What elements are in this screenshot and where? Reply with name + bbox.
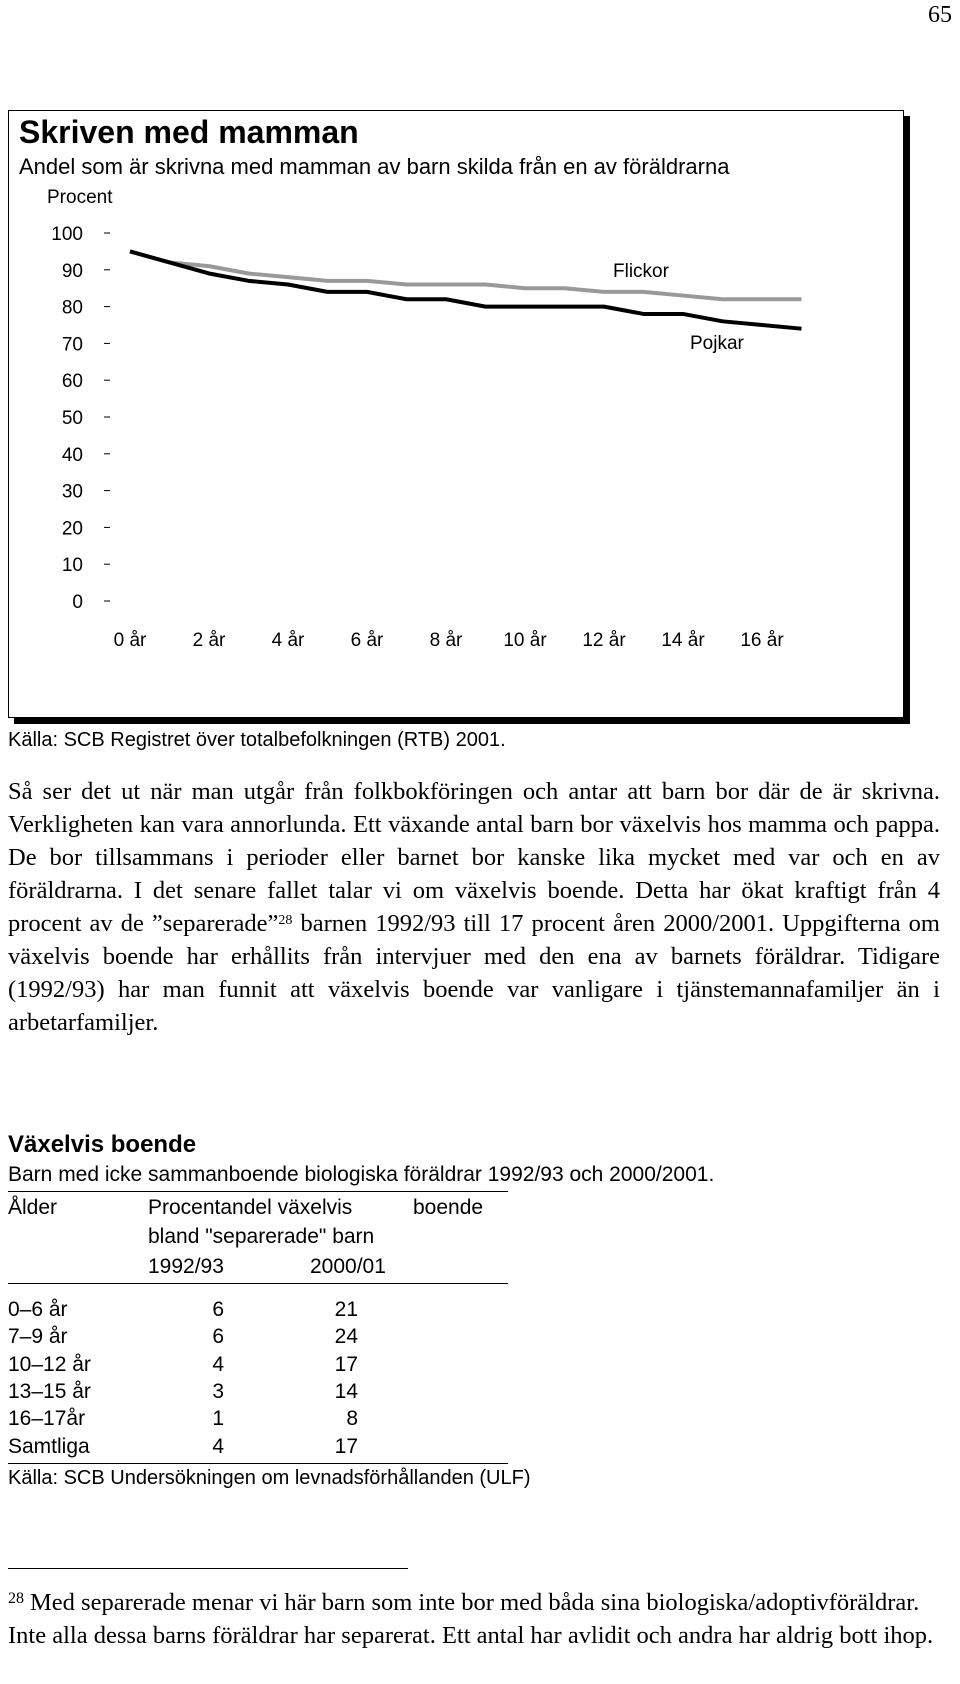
table-cell-2000: 14 — [334, 1379, 358, 1403]
table-cell-1992: 3 — [212, 1379, 224, 1403]
footnote-reference: 28 — [278, 913, 293, 928]
x-tick-label: 10 år — [503, 630, 547, 651]
chart-title: Skriven med mamman — [19, 114, 359, 150]
footnote — [8, 1586, 948, 1652]
y-tick-label: 10 — [61, 555, 83, 577]
y-tick-label: 100 — [51, 224, 83, 245]
y-tick-label: 20 — [61, 518, 83, 540]
x-tick-label: 4 år — [271, 630, 305, 651]
x-axis-ticks — [114, 630, 785, 651]
chart-subtitle: Andel som är skrivna med mamman av barn skilda från en av föräldrarna — [19, 154, 730, 179]
y-tick-label: 0 — [72, 592, 83, 613]
y-tick-label: 70 — [61, 334, 83, 356]
x-tick-label: 16 år — [740, 630, 784, 651]
table-source: Källa: SCB Undersökningen om levnadsförhållanden (ULF) — [8, 1467, 531, 1489]
y-tick-label: 50 — [61, 408, 83, 429]
table-cell-age: 0–6 år — [8, 1298, 68, 1321]
y-tick-label: 40 — [61, 444, 83, 466]
chart-panel — [8, 110, 904, 718]
table-cell-1992: 6 — [212, 1298, 224, 1321]
table-cell-2000: 24 — [334, 1325, 358, 1349]
body-text-part-a: Så ser det ut när man utgår från folkbokföringen och antar att barn bor där de är skrivna. Verkligheten kan vara annorlunda. Ett växande antal barn bor växelvis hos mamma och pappa. De bor tillsammans i perioder eller barnet bor kanske lika mycket med var och en av föräldrarna. I det senare fallet talar vi om växelvis boende. Detta har ökat kraftigt från 4 procent av de ”separerade” — [8, 778, 940, 937]
table-header-age: Ålder — [8, 1196, 58, 1219]
table-header-group: Procentandel växelvis — [148, 1196, 353, 1219]
series-line-pojkar — [130, 251, 802, 328]
series-line-flickor — [130, 251, 802, 299]
table-cell-1992: 1 — [212, 1407, 224, 1431]
footnote-number: 28 — [8, 1590, 24, 1607]
table-cell-age: Samtliga — [8, 1434, 90, 1458]
series-lines — [130, 251, 802, 328]
table-cell-1992: 4 — [212, 1352, 224, 1376]
table-cell-age: 16–17år — [8, 1407, 86, 1431]
y-axis-ticks — [51, 224, 110, 613]
x-tick-label: 12 år — [582, 630, 626, 651]
table-cell-1992: 4 — [212, 1434, 224, 1458]
table-header-year-1: 1992/93 — [148, 1255, 224, 1278]
table-subtitle: Barn med icke sammanboende biologiska föräldrar 1992/93 och 2000/2001. — [8, 1163, 715, 1186]
page-number: 65 — [928, 2, 952, 28]
table-title: Växelvis boende — [8, 1131, 197, 1158]
table-cell-2000: 21 — [334, 1298, 358, 1321]
table-cell-2000: 17 — [334, 1434, 358, 1458]
table-cell-age: 13–15 år — [8, 1379, 91, 1403]
y-tick-label: 90 — [61, 260, 83, 282]
y-tick-label: 30 — [61, 481, 83, 503]
x-tick-label: 14 år — [661, 630, 705, 651]
y-axis-label: Procent — [47, 187, 113, 208]
table-cell-age: 10–12 år — [8, 1352, 91, 1376]
table-bottom-rule — [8, 1463, 508, 1464]
table-header-rule — [8, 1283, 508, 1284]
chart-source: Källa: SCB Registret över totalbefolkningen (RTB) 2001. — [8, 729, 506, 751]
series-label-pojkar: Pojkar — [690, 333, 744, 354]
table-cell-1992: 6 — [212, 1325, 224, 1349]
table-cell-age: 7–9 år — [8, 1325, 68, 1349]
line-chart — [9, 111, 903, 717]
body-paragraph — [8, 775, 940, 1039]
x-tick-label: 0 år — [113, 630, 147, 651]
footnote-rule — [8, 1568, 408, 1569]
table-top-rule — [8, 1191, 508, 1192]
table-header-year-2: 2000/01 — [310, 1255, 386, 1278]
y-tick-label: 60 — [61, 371, 83, 393]
series-label-flickor: Flickor — [613, 261, 669, 282]
footnote-text: Med separerade menar vi här barn som inte bor med båda sina biologiska/adoptivföräldrar. Inte alla dessa barns föräldrar har separerat. Ett antal har avlidit och andra har aldrig bott ihop. — [8, 1589, 934, 1649]
table-header-group-line-2: bland "separerade" barn — [148, 1225, 375, 1248]
x-tick-label: 2 år — [192, 630, 226, 651]
table-cell-2000: 17 — [334, 1352, 358, 1376]
y-tick-label: 80 — [61, 297, 83, 319]
x-tick-label: 6 år — [350, 630, 384, 651]
table-cell-2000: 8 — [346, 1407, 358, 1431]
table-header-group-2: boende — [413, 1196, 484, 1219]
x-tick-label: 8 år — [429, 630, 463, 651]
body-text-part-b: barnen 1992/93 till 17 procent åren 2000/2001. Uppgifterna om växelvis boende har erhållits från intervjuer med den ena av barnets föräldrar. Tidigare (1992/93) har man funnit att växelvis boende var vanligare i tjänstemannafamiljer än i arbetarfamiljer. — [8, 910, 940, 1036]
